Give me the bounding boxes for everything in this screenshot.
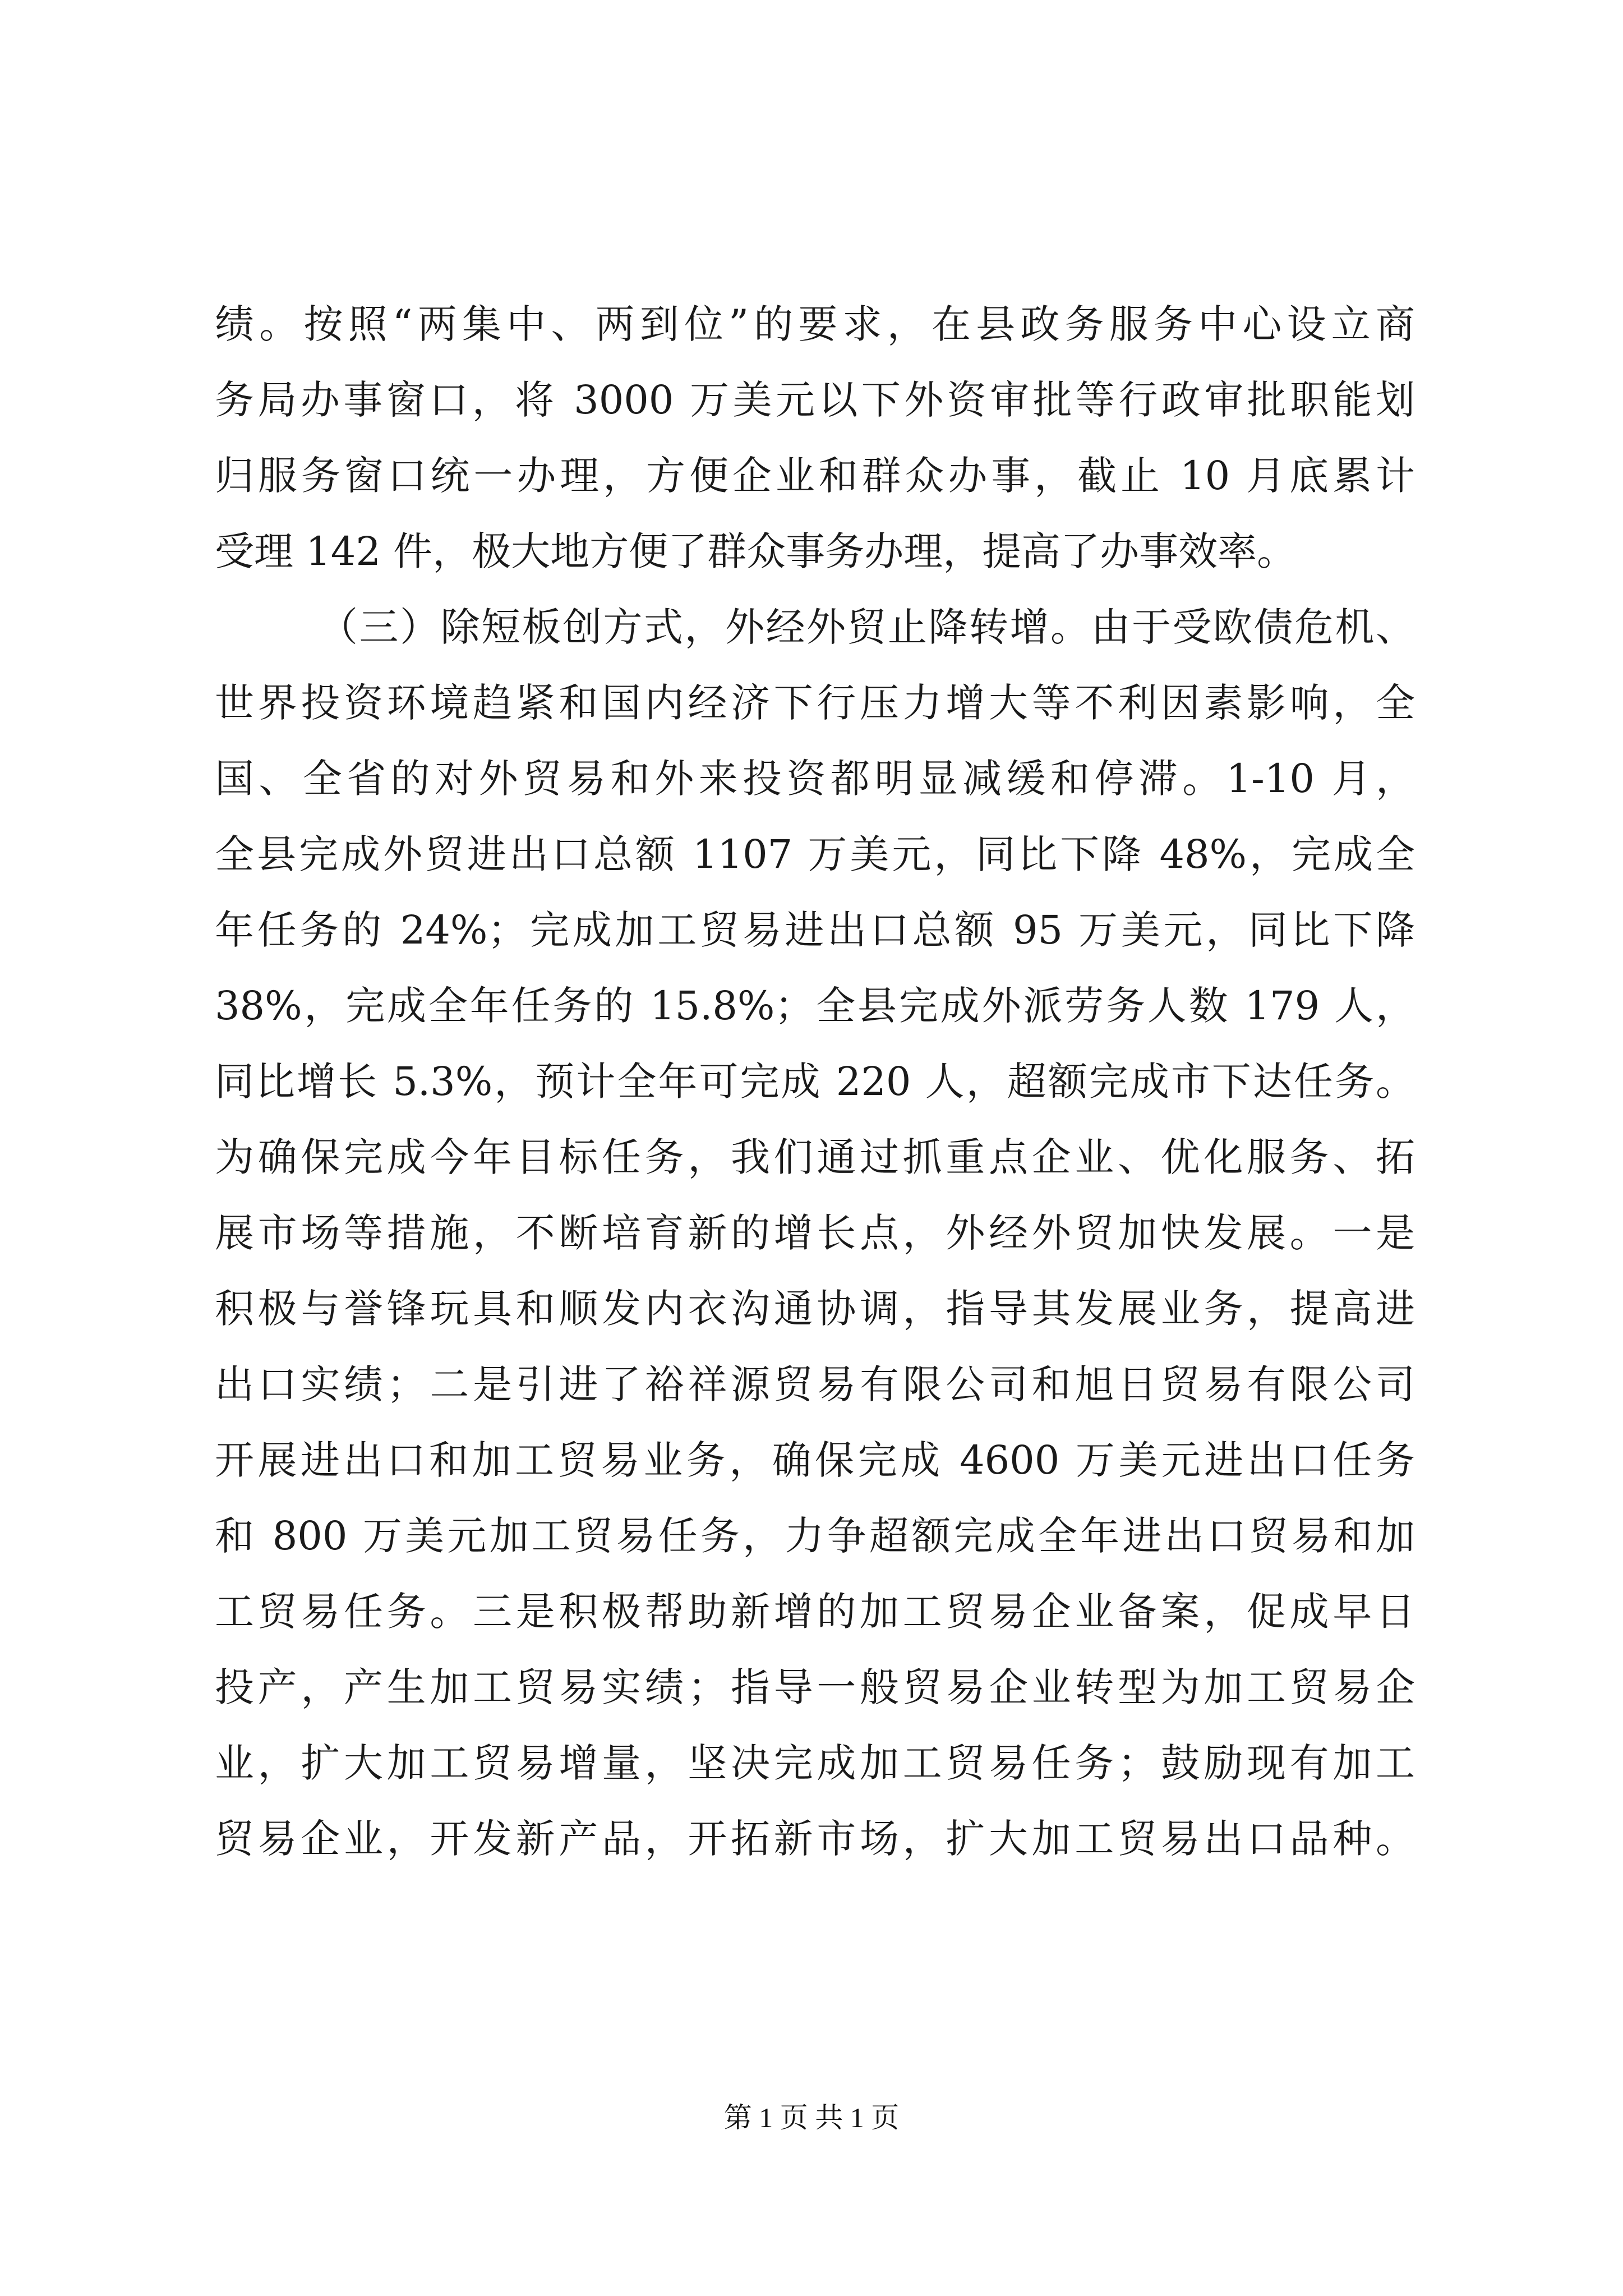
text-line: 全县完成外贸进出口总额 1107 万美元，同比下降 48%，完成全 — [215, 831, 1415, 877]
text-line: 贸易企业，开发新产品，开拓新市场，扩大加工贸易出口品种。 — [215, 1816, 1415, 1862]
text-line: 为确保完成今年目标任务，我们通过抓重点企业、优化服务、拓 — [215, 1134, 1415, 1180]
text-line: 业，扩大加工贸易增量，坚决完成加工贸易任务；鼓励现有加工 — [215, 1740, 1415, 1786]
document-body — [215, 287, 1415, 1877]
text-line: 开展进出口和加工贸易业务，确保完成 4600 万美元进出口任务 — [215, 1437, 1415, 1483]
text-line: 展市场等措施，不断培育新的增长点，外经外贸加快发展。一是 — [215, 1210, 1415, 1256]
text-line: 积极与誉锋玩具和顺发内衣沟通协调，指导其发展业务，提高进 — [215, 1286, 1415, 1332]
section-heading-line: （三）除短板创方式，外经外贸止降转增。由于受欧债危机、 — [319, 604, 1415, 650]
text-line: 工贸易任务。三是积极帮助新增的加工贸易企业备案，促成早日 — [215, 1589, 1415, 1635]
text-line: 同比增长 5.3%，预计全年可完成 220 人，超额完成市下达任务。 — [215, 1059, 1415, 1105]
text-line: 务局办事窗口，将 3000 万美元以下外资审批等行政审批职能划 — [215, 377, 1415, 423]
text-line: 38%，完成全年任务的 15.8%；全县完成外派劳务人数 179 人， — [215, 983, 1415, 1029]
text-line: 投产，产生加工贸易实绩；指导一般贸易企业转型为加工贸易企 — [215, 1664, 1415, 1710]
text-line: 国、全省的对外贸易和外来投资都明显减缓和停滞。1-10 月， — [215, 756, 1415, 802]
page-footer: 第 1 页 共 1 页 — [723, 2102, 900, 2133]
text-line: 绩。按照“两集中、两到位”的要求，在县政务服务中心设立商 — [215, 301, 1415, 347]
text-line: 受理 142 件，极大地方便了群众事务办理，提高了办事效率。 — [215, 528, 1297, 574]
text-line: 世界投资环境趋紧和国内经济下行压力增大等不利因素影响，全 — [215, 680, 1415, 726]
text-line: 出口实绩；二是引进了裕祥源贸易有限公司和旭日贸易有限公司 — [215, 1361, 1415, 1407]
text-line: 和 800 万美元加工贸易任务，力争超额完成全年进出口贸易和加 — [215, 1513, 1415, 1559]
text-line: 归服务窗口统一办理，方便企业和群众办事，截止 10 月底累计 — [215, 453, 1415, 499]
text-line: 年任务的 24%；完成加工贸易进出口总额 95 万美元，同比下降 — [215, 907, 1415, 953]
